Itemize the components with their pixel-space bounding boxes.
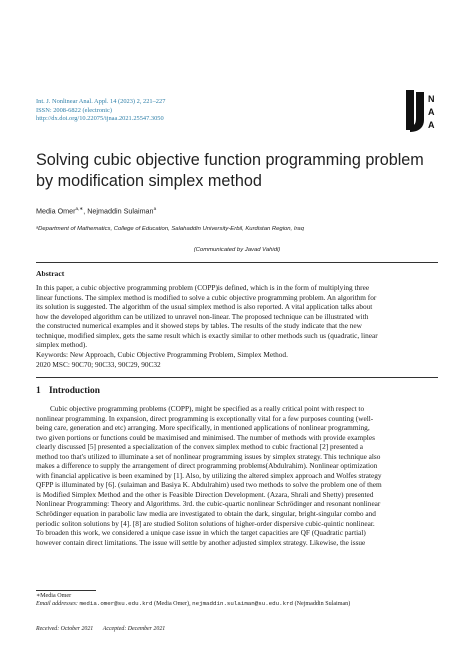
journal-header [36, 98, 165, 124]
intro-line: To broaden this work, we considered a unique case issue in which the target capacities are QF (Quadratic partial) [36, 528, 366, 538]
keywords: Keywords: New Approach, Cubic Objective Programming Problem, Simplex Method. [36, 350, 288, 359]
email-link-2[interactable]: nejmaddin.sulaiman@su.edu.krd [192, 600, 294, 607]
msc-codes: 2020 MSC: 90C70; 90C33, 90C29, 90C32 [36, 359, 161, 369]
abstract-bottom-rule [36, 377, 438, 378]
intro-line: Nonlinear Programming: Theory and Algorithms. 3rd. the cubic-quartic nonlinear Schrödinger and resonant nonlinear [36, 499, 381, 509]
abstract-line: simplex method). [36, 340, 88, 350]
intro-line: method too that's utilized to illuminate a set of nonlinear programming issues by simplex strategy. This technique also [36, 451, 381, 461]
svg-text:A: A [428, 120, 435, 130]
footnote-emails [36, 600, 350, 608]
author-1[interactable]: Media Omer [36, 206, 76, 216]
paper-title: Solving cubic objective function programming problem by modification simplex method [36, 151, 424, 190]
communicated-by: (Communicated by Javad Vahidi) [193, 247, 281, 253]
intro-line: Cubic objective programming problems (COPP), might be specified as a really critical point with respect to [50, 404, 365, 413]
abstract-body [36, 283, 438, 350]
abstract-line: the constructed numerical examples and it showed steps by tables. The results of the study indicate that the new [36, 321, 362, 331]
abstract-heading: Abstract [36, 269, 65, 278]
author-list [36, 206, 156, 215]
author-1-marks: a,∗ [75, 206, 84, 211]
abstract-top-rule [36, 262, 438, 263]
abstract-line: its solution is suggested. The algorithm of the usual simplex method is also reported. A vital application talks about [36, 302, 373, 312]
intro-line: QFPP is illuminated by [6]. (sulaiman and Basiya K. Abdulrahim) used two methods to solve the problem one of them [36, 480, 382, 490]
abstract-line: technique, modified simplex, gets the same result which is exactly similar to other methods such us (quadratic, linear [36, 330, 378, 340]
abstract-line: how the developed algorithm can be utilized to unravel non-linear. The proposed technique can be illustrated with [36, 311, 369, 321]
intro-line: is Modified Simplex Method and the other is Feasible Direction Development. (Azara, Shrali and Shetty) presented [36, 489, 374, 499]
footnote-rule [36, 590, 96, 591]
introduction-body [36, 404, 438, 547]
journal-citation: Int. J. Nonlinear Anal. Appl. 14 (2023) 2, 221–227 [36, 98, 166, 105]
email-link-1[interactable]: media.omer@su.edu.krd [79, 600, 153, 607]
accepted-date: Accepted: December 2021 [102, 626, 166, 632]
received-date: Received: October 2021 [36, 626, 94, 632]
section-heading [36, 386, 100, 396]
email-owner-2: (Nejmaddin Sulaiman) [294, 601, 351, 607]
intro-line: Schrödinger equation in parabolic law media are investigated to obtain the dark, singular, bright-singular combo and [36, 509, 376, 519]
intro-line: periodic soliton solutions by [4]. [8] are studied Soliton solutions of higher-order dispersive cubic-quintic nonlinear. [36, 518, 375, 528]
abstract-line: linear functions. The simplex method is modified to solve a cubic objective programming problem. An algorithm for [36, 292, 377, 302]
email-label: Email addresses: [36, 601, 78, 607]
journal-doi-link[interactable]: http://dx.doi.org/10.22075/ijnaa.2021.25547.3050 [36, 115, 164, 123]
intro-line: with financial applicative is been examined by [1]. Also, by utilizing the altered simplex approach and Wolfes strategy [36, 470, 382, 480]
journal-issn: ISSN: 2008-6822 (electronic) [36, 106, 112, 114]
intro-line: makes a difference to supply the arrangement of direct programming problems(Abdulrahim). Nonlinear optimization [36, 461, 378, 471]
intro-line: however contain direct limitations. The issue will settle by another adjusted simplex strategy. Likewise, the issue [36, 537, 366, 547]
abstract-line: In this paper, a cubic objective programming problem (COPP)is defined, which is in the form of multiplying three [36, 283, 370, 292]
author-2-mark: a [153, 206, 157, 211]
intro-line: two given portions or functions could be maximised and minimised. The number of methods with provide examples [36, 432, 375, 442]
section-number: 1 [36, 386, 41, 396]
journal-logo [406, 90, 446, 134]
intro-line: nonlinear programming. In expansion, direct programming is exceptionally vital for a few purposes counting (well- [36, 413, 374, 423]
svg-text:N: N [428, 94, 435, 104]
footnote-corresponding: ∗Media Omer [36, 593, 72, 599]
intro-line: clearly discussed [5] presented a specialization of the convex simplex method to cubic fractional [2] presented a [36, 442, 364, 452]
email-owner-1: (Media Omer), [154, 601, 191, 607]
affiliation: ᵃDepartment of Mathematics, College of Education, Salahaddin University-Erbil, Kurdistan Region, Iraq [36, 226, 304, 232]
dates-line [36, 626, 165, 632]
svg-text:A: A [428, 107, 435, 117]
section-title: Introduction [49, 386, 100, 396]
intro-line: being care, generation and etc) arranging. More specifically, in mentioned applications of nonlinear programming, [36, 423, 370, 433]
keywords-block [36, 350, 438, 369]
author-2[interactable]: , Nejmaddin Sulaiman [83, 206, 154, 216]
